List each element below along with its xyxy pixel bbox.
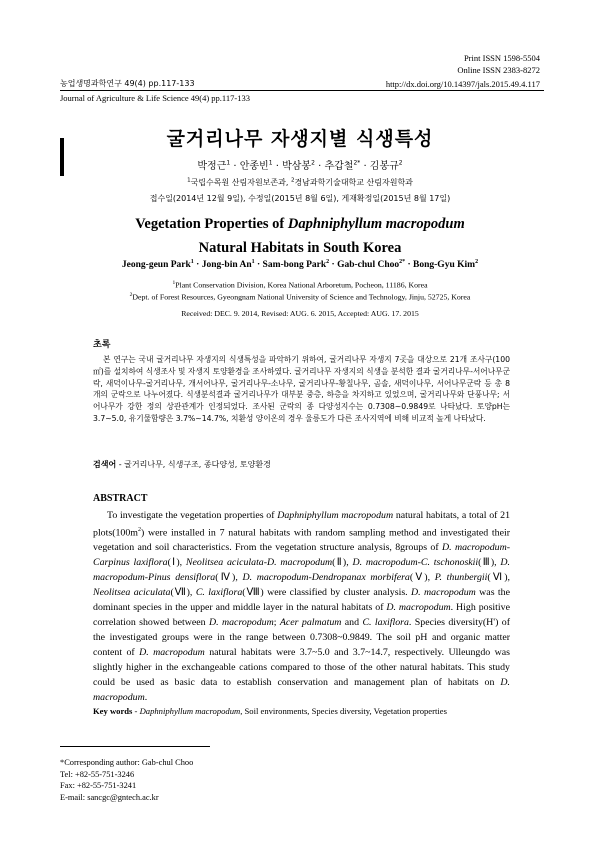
abstract-ko-heading: 초록	[93, 340, 111, 350]
journal-en: Journal of Agriculture & Life Science 49(4) pp.117-133	[60, 93, 250, 103]
doi-link[interactable]: http://dx.doi.org/10.14397/jals.2015.49.4.117	[385, 79, 540, 89]
keywords-ko-text: - 굴거리나무, 식생구조, 종다양성, 토양환경	[118, 460, 271, 469]
abstract-ko-body	[93, 354, 510, 425]
fax: Fax: +82-55-751-3241	[60, 781, 137, 790]
title-korean: 굴거리나무 자생지별 식생특성	[166, 128, 434, 150]
dates-korean: 접수일(2014년 12월 9일), 수정일(2015년 8월 6일), 게재확정일(2015년 8월 17일)	[149, 194, 451, 203]
keywords-ko	[93, 459, 271, 470]
online-issn: Online ISSN 2383-8272	[457, 65, 540, 75]
footnote-rule	[60, 746, 210, 747]
title-en-species: Daphniphyllum macropodum	[287, 216, 465, 232]
dates-english: Received: DEC. 9. 2014, Revised: AUG. 6. 2015, Accepted: AUG. 17. 2015	[181, 309, 419, 318]
authors-korean: 박정근$^1$ · 안종빈$^1$ · 박삼봉$^2$ · 추갑철$^{2*}$ · 김봉규$^2$	[197, 159, 403, 172]
authors-english: Jeong-geun Park$^1$ · Jong-bin $An^1$ · Sam-bong Park$^2$ · Gab-chul Choo$^{2*}$ · Bong-Gyu Kim$^2$	[121, 259, 479, 271]
journal-ko: 농업생명과학연구 49(4) pp.117-133	[60, 79, 195, 88]
keywords-ko-label: 검색어	[93, 460, 117, 469]
abstract-en-heading: ABSTRACT	[93, 493, 148, 504]
abstract-en-body	[93, 508, 510, 705]
keywords-en	[93, 706, 447, 716]
issn-block	[457, 52, 540, 76]
abstract-en-text: To investigate the vegetation properties of Daphniphyllum macropodum natural habitats, a total of 21 $plots(100m^2)$ were installed in 7 natural habitats with random sampling method and investigated their vegetation and soil characteristics. From the vegetation structure analysis, 8groups of D. macropodum-Carpinus laxiflora(Ⅰ), Neolitsea aciculata-D. macropodum(Ⅱ), D. macropodum-C. tschonoskii(Ⅲ), D. macropodum-Pinus densiflora(Ⅳ), D. macropodum-Dendropanax morbifera(Ⅴ), P. thunbergii(Ⅵ), Neolitsea aciculata(Ⅶ), C. laxiflora(Ⅷ) were classified by cluster analysis. D. macropodum was the dominant species in the upper and middle layer in the natural habitats of D. macropodum. High positive correlation showed between D. macropodum; Acer palmatum and C. laxiflora. Species diversity(H') of the investigated groups were in the range between 0.7308~0.9849. The soil pH and organic matter content of D. macropodum natural habitats were 3.7~5.0 and 3.7~14.7, respectively. Ulleungdo was slightly higher in the exchangeable cations compared to those of the other natural habitats. This study could be used as basic data to establish conservation and management plan of habitats on D. macropodum.	[93, 510, 511, 704]
keywords-en-label: Key words	[93, 706, 133, 716]
corresponding-author: *Corresponding author: Gab-chul Choo	[60, 758, 194, 767]
email[interactable]: E-mail: sancgc@gntech.ac.kr	[60, 792, 159, 802]
tel: Tel: +82-55-751-3246	[60, 769, 135, 779]
print-issn: Print ISSN 1598-5504	[463, 53, 540, 63]
header-rule	[60, 90, 544, 91]
title-en-line2: Natural Habitats in South Korea	[198, 240, 402, 256]
title-english	[0, 212, 600, 260]
abstract-ko-text: 본 연구는 국내 굴거리나무 자생지의 식생특성을 파악하기 위하여, 굴거리나무 자생지 7곳을 대상으로 21개 조사구(100㎡)를 설치하여 식생조사 및 자생지 토양환경을 조사하였다. 굴거리나무 자생지의 식생을 분석한 결과 굴거리나무-서어나무군락, 새덕이나무-굴거리나무, 개서어나무, 굴거리나무-소나무, 굴거리나무-황칠나무, 곰솔, 새덕이나무, 서어나무군락 등 총 8개의 군락으로 나누어졌다. 식생분석결과 굴거리나무가 대부분 중층, 하층을 차지하고 있었으며, 굴거리나무와 단풍나무; 서어나무가 강한 정의 상관관계가 인정되었다. 조사된 군락의 종 다양성지수는 0.7308~0.9849로 나타났다. 토양pH는 3.7~5.0, 유기물함량은 3.7%~14.7%, 치환성 양이온의 경우 울릉도가 다른 조사지역에 비해 비교적 높게 나타났다.	[93, 355, 510, 423]
affiliations-korean: $^1$국립수목원 산림자원보존과, $^2$경남과학기술대학교 산림자원학과	[187, 177, 413, 187]
title-en-line1: Vegetation Properties of	[135, 216, 288, 232]
affiliation-en-2: $^2$Dept. of Forest Resources, Gyeongnam National University of Science and Technology, Jinju, 52725, Korea	[129, 292, 471, 302]
keywords-en-text: - Daphniphyllum macropodum, Soil environments, Species diversity, Vegetation properties	[134, 706, 447, 716]
affiliation-en-1: $^1$Plant Conservation Division, Korea National Arboretum, Pocheon, 11186, Korea	[172, 280, 428, 290]
footnote	[60, 757, 193, 803]
